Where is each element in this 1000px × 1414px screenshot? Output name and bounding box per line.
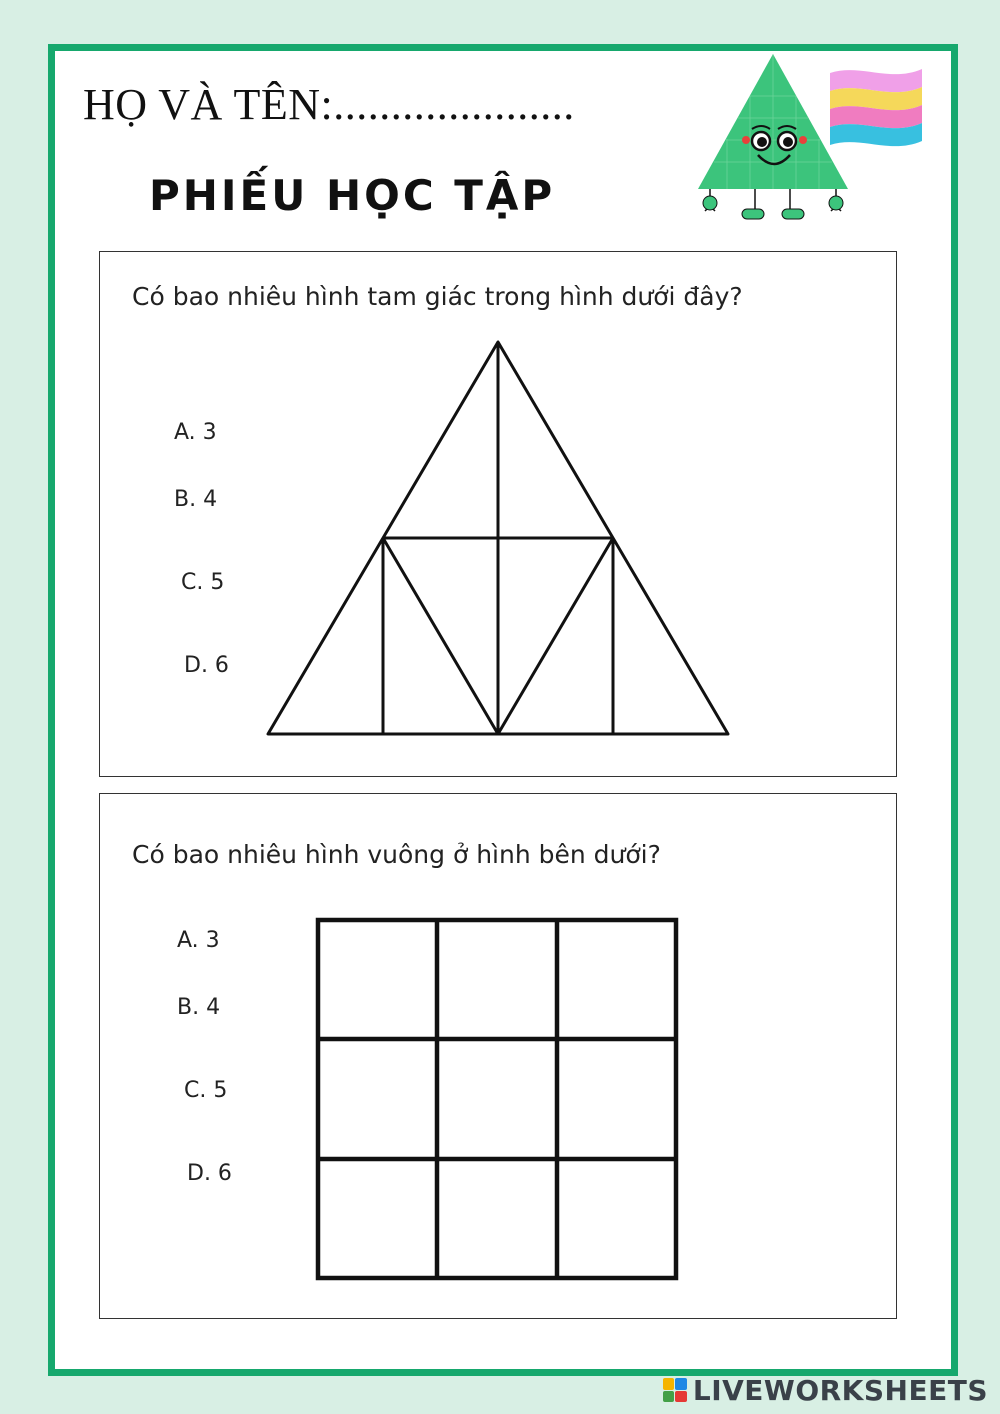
worksheet-title: PHIẾU HỌC TẬP — [149, 171, 556, 220]
question-2-option-d[interactable]: D. 6 — [187, 1161, 232, 1186]
question-1-box — [99, 251, 897, 777]
question-2-box — [99, 793, 897, 1319]
triangle-figure — [260, 332, 740, 742]
liveworksheets-brand[interactable] — [663, 1372, 988, 1408]
question-2-option-b[interactable]: B. 4 — [177, 995, 221, 1020]
question-1-option-b[interactable]: B. 4 — [174, 487, 218, 512]
liveworksheets-logo-icon — [663, 1378, 687, 1402]
student-name-field[interactable]: HỌ VÀ TÊN:..................... — [83, 80, 575, 129]
brand-name: LIVEWORKSHEETS — [692, 1373, 988, 1407]
question-1-option-a[interactable]: A. 3 — [174, 420, 217, 445]
question-1-text: Có bao nhiêu hình tam giác trong hình dưới đây? — [132, 282, 743, 311]
question-2-option-a[interactable]: A. 3 — [177, 928, 220, 953]
question-2-option-c[interactable]: C. 5 — [184, 1078, 228, 1103]
triangle-mascot-icon — [690, 51, 952, 226]
question-1-option-d[interactable]: D. 6 — [184, 653, 229, 678]
question-2-text: Có bao nhiêu hình vuông ở hình bên dưới? — [132, 840, 661, 869]
question-1-option-c[interactable]: C. 5 — [181, 570, 225, 595]
worksheet-page — [48, 44, 958, 1376]
square-grid-figure — [314, 916, 680, 1282]
